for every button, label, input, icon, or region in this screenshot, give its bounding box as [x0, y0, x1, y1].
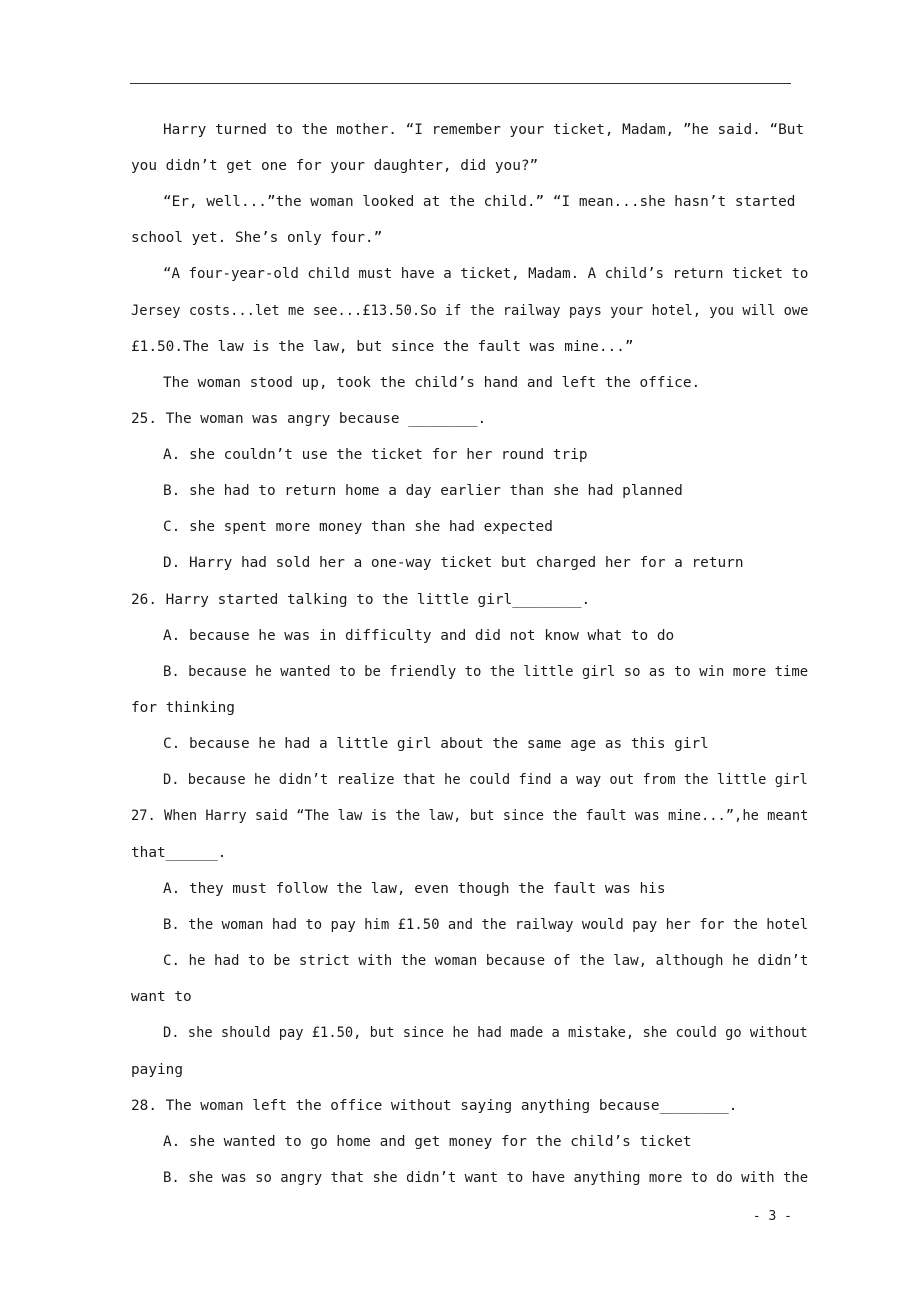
option-27-c-continued: want to [131, 989, 192, 1005]
text-line: The woman stood up, took the child’s hand and left the office. [163, 375, 701, 391]
question-27: 27. When Harry said “The law is the law, but since the fault was mine...”,he meant [131, 808, 809, 824]
text-line: “A four-year-old child must have a ticket, Madam. A child’s return ticket to [163, 266, 809, 282]
header-rule [130, 83, 791, 84]
option-26-a: A. because he was in difficulty and did not know what to do [163, 628, 675, 644]
option-27-c: C. he had to be strict with the woman because of the law, although he didn’t [163, 953, 809, 969]
text-line: “Er, well...”the woman looked at the child.” “I mean...she hasn’t started [163, 194, 796, 210]
option-25-b: B. she had to return home a day earlier than she had planned [163, 483, 683, 499]
text-line: school yet. She’s only four.” [131, 230, 383, 246]
option-26-b: B. because he wanted to be friendly to the little girl so as to win more time [163, 664, 809, 680]
option-28-a: A. she wanted to go home and get money for the child’s ticket [163, 1134, 692, 1150]
text-line: £1.50.The law is the law, but since the fault was mine...” [131, 339, 634, 355]
option-27-d-continued: paying [131, 1062, 183, 1078]
option-25-d: D. Harry had sold her a one-way ticket but charged her for a return [163, 555, 744, 571]
question-25: 25. The woman was angry because ________. [131, 411, 487, 427]
option-26-c: C. because he had a little girl about the same age as this girl [163, 736, 709, 752]
question-28: 28. The woman left the office without saying anything because________. [131, 1098, 738, 1114]
page-number: - 3 - [752, 1209, 792, 1224]
option-27-a: A. they must follow the law, even though the fault was his [163, 881, 666, 897]
text-line: Jersey costs...let me see...£13.50.So if the railway pays your hotel, you will owe [131, 303, 809, 319]
question-27-continued: that______. [131, 845, 227, 861]
text-line: you didn’t get one for your daughter, did you?” [131, 158, 539, 174]
option-27-d: D. she should pay £1.50, but since he had made a mistake, she could go without [163, 1025, 808, 1041]
option-26-b-continued: for thinking [131, 700, 235, 716]
option-25-a: A. she couldn’t use the ticket for her round trip [163, 447, 588, 463]
option-26-d: D. because he didn’t realize that he could find a way out from the little girl [163, 772, 808, 788]
option-25-c: C. she spent more money than she had expected [163, 519, 553, 535]
option-28-b: B. she was so angry that she didn’t want to have anything more to do with the [163, 1170, 809, 1186]
text-line: Harry turned to the mother. “I remember your ticket, Madam, ”he said. “But [163, 122, 805, 138]
question-26: 26. Harry started talking to the little girl________. [131, 592, 591, 608]
option-27-b: B. the woman had to pay him £1.50 and the railway would pay her for the hotel [163, 917, 809, 933]
